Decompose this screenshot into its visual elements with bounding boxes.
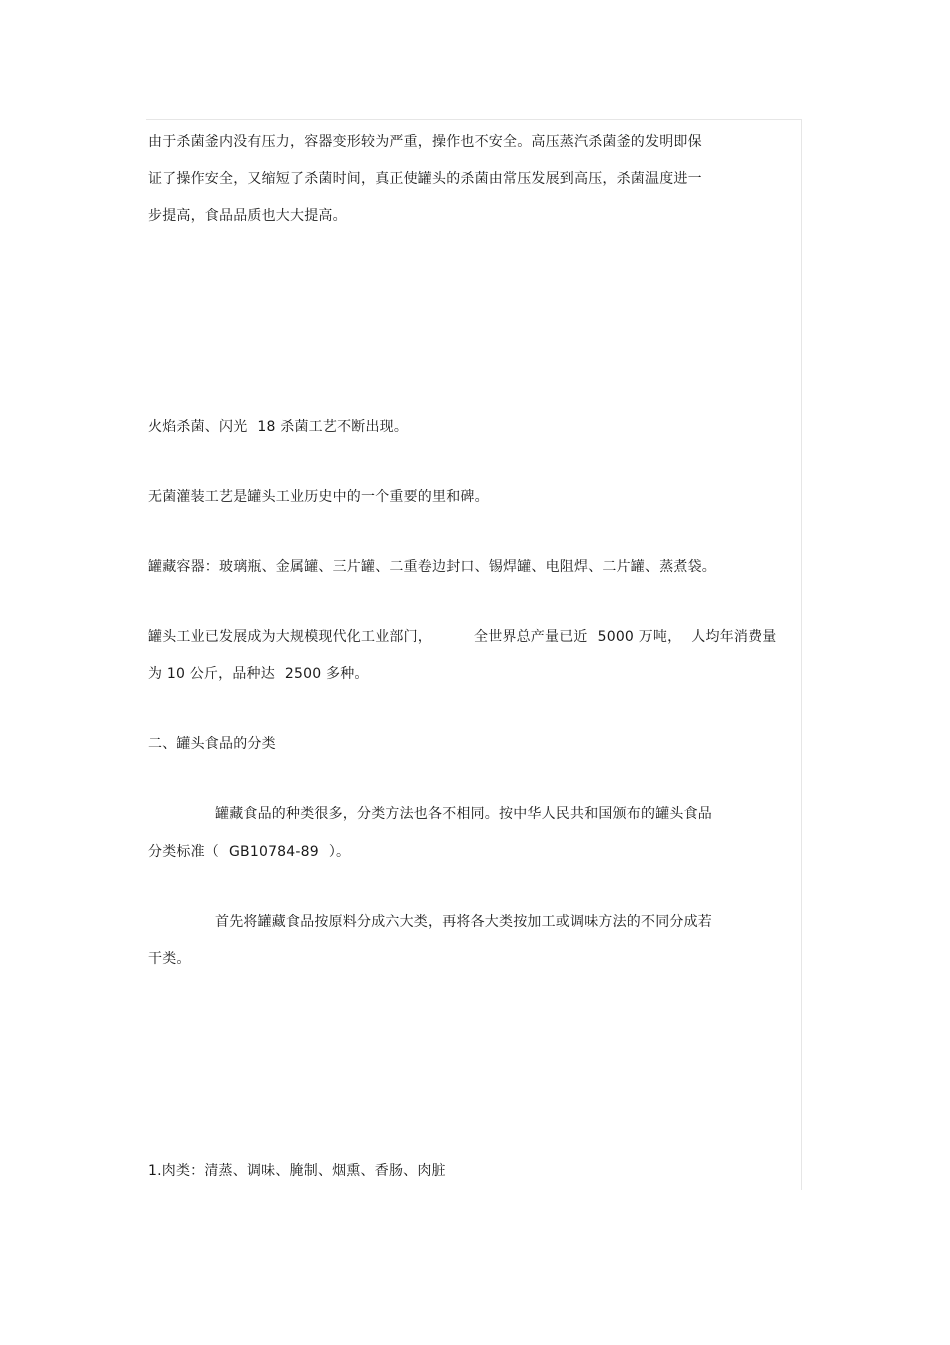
text-segment: 18 杀菌工艺不断出现。 [257,419,409,435]
text-segment: 为 10 公斤，品种达 [148,666,275,682]
paragraph-line: 罐藏容器：玻璃瓶、金属罐、三片罐、二重卷边封口、锡焊罐、电阻焊、二片罐、蒸煮袋。 [148,559,716,575]
text-segment: 人均年消费量 [691,629,777,645]
text-segment: GB10784-89 [229,844,319,860]
paragraph-line [148,843,350,861]
text-segment: ）。 [328,844,351,860]
page-border-right [801,119,802,1190]
page-border-top [146,119,802,120]
paragraph-line [148,628,777,646]
section-heading: 二、罐头食品的分类 [148,736,276,752]
paragraph-line: 无菌灌装工艺是罐头工业历史中的一个重要的里和碑。 [148,489,489,505]
paragraph-line: 由于杀菌釜内没有压力，容器变形较为严重，操作也不安全。高压蒸汽杀菌釜的发明即保 [148,134,702,150]
text-segment: 全世界总产量已近 [474,629,588,645]
paragraph-line [148,665,369,683]
paragraph-line: 干类。 [148,951,191,967]
list-item: 1.肉类：清蒸、调味、腌制、烟熏、香肠、肉脏 [148,1163,446,1179]
paragraph-line: 步提高，食品品质也大大提高。 [148,208,347,224]
text-segment: 5000 万吨， [597,629,682,645]
text-segment: 2500 多种。 [284,666,369,682]
text-segment: 火焰杀菌、闪光 [148,419,248,435]
text-segment: 分类标准（ [148,844,219,860]
paragraph-line [148,418,408,436]
paragraph-line: 罐藏食品的种类很多，分类方法也各不相同。按中华人民共和国颁布的罐头食品 [215,806,712,822]
paragraph-line: 首先将罐藏食品按原料分成六大类，再将各大类按加工或调味方法的不同分成若 [215,914,712,930]
text-segment: 罐头工业已发展成为大规模现代化工业部门， [148,629,432,645]
paragraph-line: 证了操作安全，又缩短了杀菌时间，真正使罐头的杀菌由常压发展到高压，杀菌温度进一 [148,171,702,187]
